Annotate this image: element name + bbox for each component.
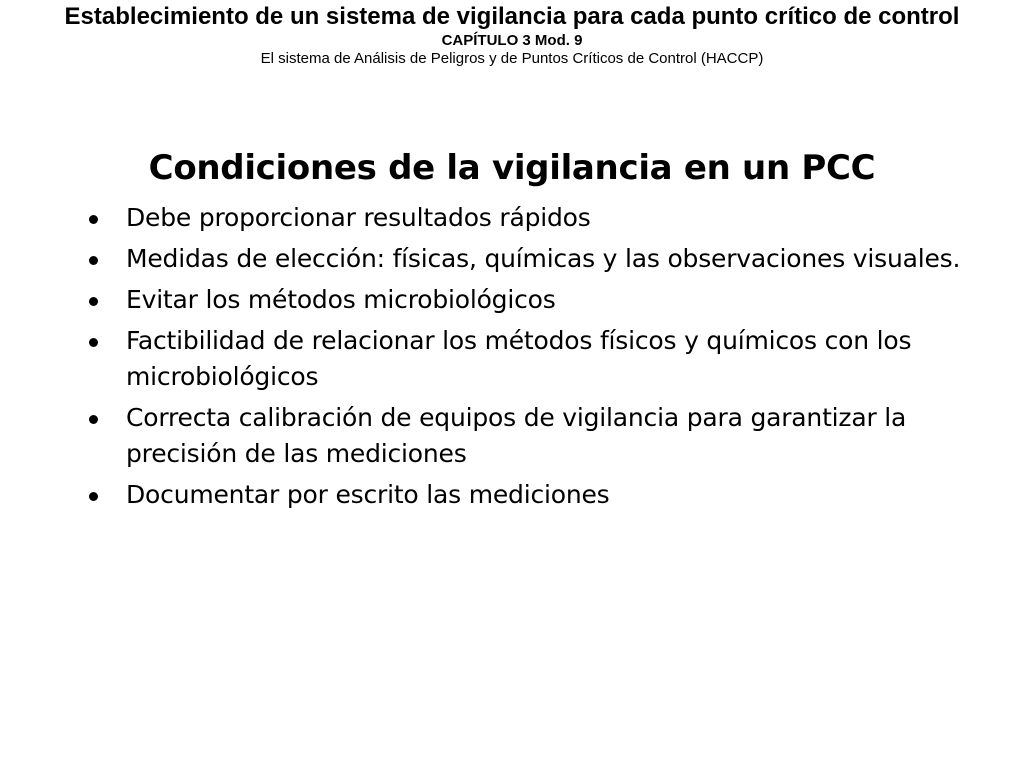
bullet-icon (89, 256, 98, 265)
bullet-item (84, 400, 964, 472)
bullet-text: Factibilidad de relacionar los métodos físicos y químicos con los microbiológicos (126, 326, 912, 391)
header-chapter: CAPÍTULO 3 Mod. 9 (441, 32, 583, 49)
bullet-item (84, 241, 964, 277)
bullet-item (84, 477, 964, 513)
slide-title: Condiciones de la vigilancia en un PCC (148, 148, 876, 188)
bullet-icon (89, 492, 98, 501)
bullet-item (84, 200, 964, 236)
bullet-text: Documentar por escrito las mediciones (126, 480, 610, 509)
bullet-item (84, 282, 964, 318)
header-title: Establecimiento de un sistema de vigilancia para cada punto crítico de control (64, 3, 960, 30)
header-subtitle: El sistema de Análisis de Peligros y de Puntos Críticos de Control (HACCP) (260, 50, 764, 67)
bullet-text: Debe proporcionar resultados rápidos (126, 203, 591, 232)
bullet-icon (89, 215, 98, 224)
bullet-text: Medidas de elección: físicas, químicas y las observaciones visuales. (126, 244, 961, 273)
slide-header (0, 2, 1024, 68)
bullet-icon (89, 415, 98, 424)
bullet-icon (89, 297, 98, 306)
bullet-item (84, 323, 964, 395)
bullet-icon (89, 338, 98, 347)
bullet-text: Correcta calibración de equipos de vigilancia para garantizar la precisión de las mediciones (126, 403, 907, 468)
bullet-list (84, 200, 964, 518)
bullet-text: Evitar los métodos microbiológicos (126, 285, 556, 314)
